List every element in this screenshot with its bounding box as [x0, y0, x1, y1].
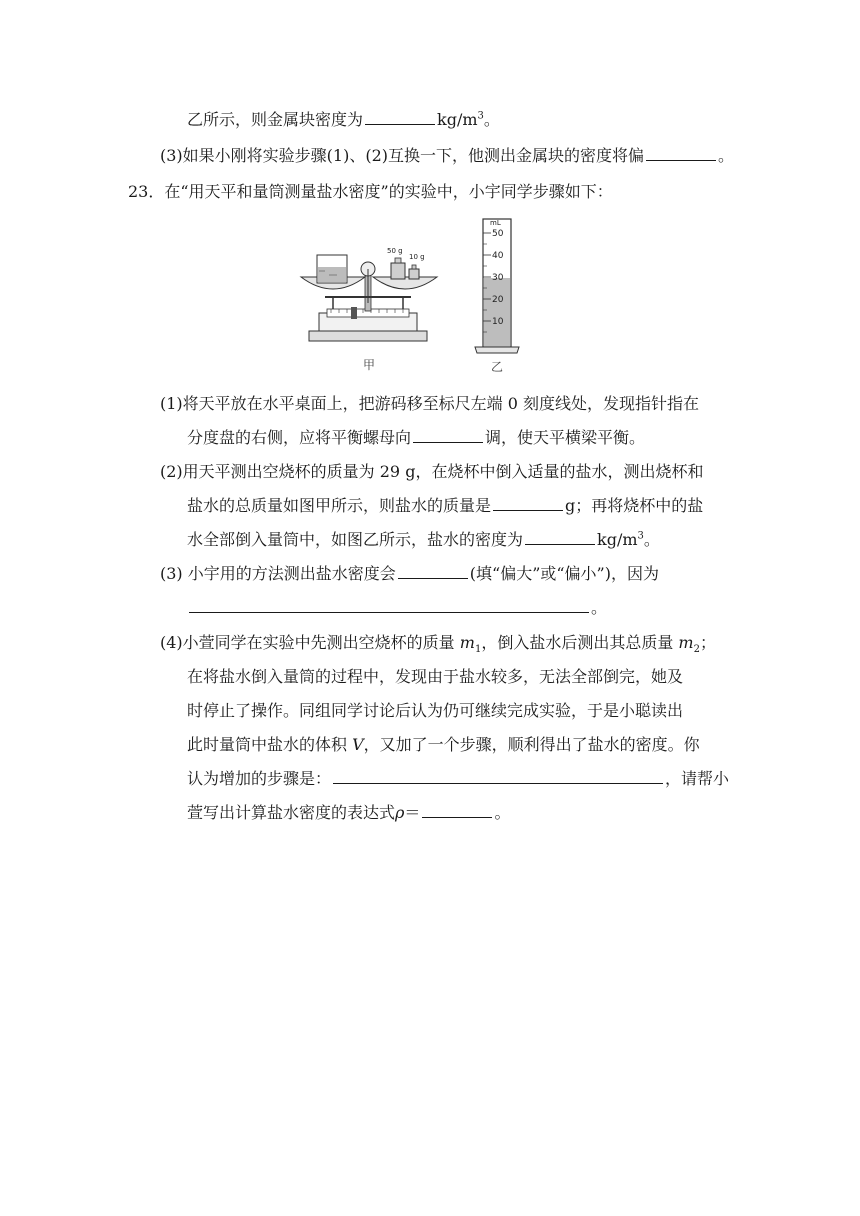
- weight-10g-label: 10 g: [409, 253, 425, 261]
- cylinder-tick-20: 20: [492, 295, 504, 305]
- q23-part3-line1: (3) 小宇用的方法测出盐水密度会 (填“偏大”或“偏小”)，因为: [160, 564, 659, 583]
- answer-blank-saltwater-density[interactable]: [525, 529, 595, 545]
- weight-50g: [391, 263, 405, 279]
- cylinder-tick-50: 50: [492, 229, 504, 239]
- cylinder-tick-10: 10: [492, 317, 504, 327]
- rider: [351, 307, 357, 319]
- cylinder-liquid: [484, 278, 510, 347]
- q23-part4-line5: 认为增加的步骤是： ，请帮小: [187, 769, 730, 788]
- q23-part1-line1: (1)将天平放在水平桌面上，把游码移至标尺左端 0 刻度线处，发现指针指在: [160, 394, 700, 413]
- q23-part1-line2: 分度盘的右侧，应将平衡螺母向 调，使天平横梁平衡。: [187, 428, 646, 447]
- q22-line-density: 乙所示，则金属块密度为 $kg/m^3$。: [187, 110, 500, 129]
- q23-part4-line3: 时停止了操作。同组同学讨论后认为仍可继续完成实验，于是小聪读出: [187, 701, 684, 720]
- q23-part4-line6: 萱写出计算盐水密度的表达式ρ＝ 。: [187, 803, 511, 822]
- answer-blank-nut-direction[interactable]: [413, 427, 483, 443]
- q23-title: 23．在“用天平和量筒测量盐水密度”的实验中，小宇同学步骤如下：: [128, 182, 613, 201]
- figure-label-jia: 甲: [363, 358, 376, 372]
- experiment-figure: [295, 213, 555, 378]
- q23-part2-line2: 盐水的总质量如图甲所示，则盐水的质量是 g；再将烧杯中的盐: [187, 496, 704, 515]
- answer-blank-bias[interactable]: [646, 145, 716, 161]
- figure-label-yi: 乙: [491, 360, 504, 374]
- balance-base: [309, 331, 427, 341]
- answer-blank-density-bias[interactable]: [398, 563, 468, 579]
- q23-part2-line1: (2)用天平测出空烧杯的质量为 29 g，在烧杯中倒入适量的盐水，测出烧杯和: [160, 462, 704, 481]
- q23-part3-line2: 。: [187, 597, 607, 619]
- answer-blank-reason[interactable]: [189, 597, 589, 613]
- cylinder-unit: mL: [490, 219, 501, 227]
- answer-blank-saltwater-mass[interactable]: [493, 495, 563, 511]
- answer-blank-metal-density[interactable]: [365, 109, 435, 125]
- answer-blank-extra-step[interactable]: [333, 768, 663, 784]
- q23-part2-line3: 水全部倒入量筒中，如图乙所示，盐水的密度为 $kg/m^3$。: [187, 530, 660, 549]
- cylinder-tick-40: 40: [492, 251, 504, 261]
- cylinder-tick-30: 30: [492, 273, 504, 283]
- answer-blank-density-expression[interactable]: [422, 802, 492, 818]
- q23-part4-line4: 此时量筒中盐水的体积 V，又加了一个步骤，顺利得出了盐水的密度。你: [187, 735, 700, 754]
- q23-part4-line2: 在将盐水倒入量筒的过程中，发现由于盐水较多，无法全部倒完，她及: [187, 667, 684, 686]
- weight-10g: [409, 269, 419, 279]
- q22-part3: (3)如果小刚将实验步骤(1)、(2)互换一下，他测出金属块的密度将偏 。: [160, 146, 735, 165]
- q23-part4-line1: (4)小萱同学在实验中先测出空烧杯的质量 $m_1$，倒入盐水后测出其总质量 $m_2$；: [160, 633, 716, 656]
- weight-50g-label: 50 g: [387, 247, 403, 255]
